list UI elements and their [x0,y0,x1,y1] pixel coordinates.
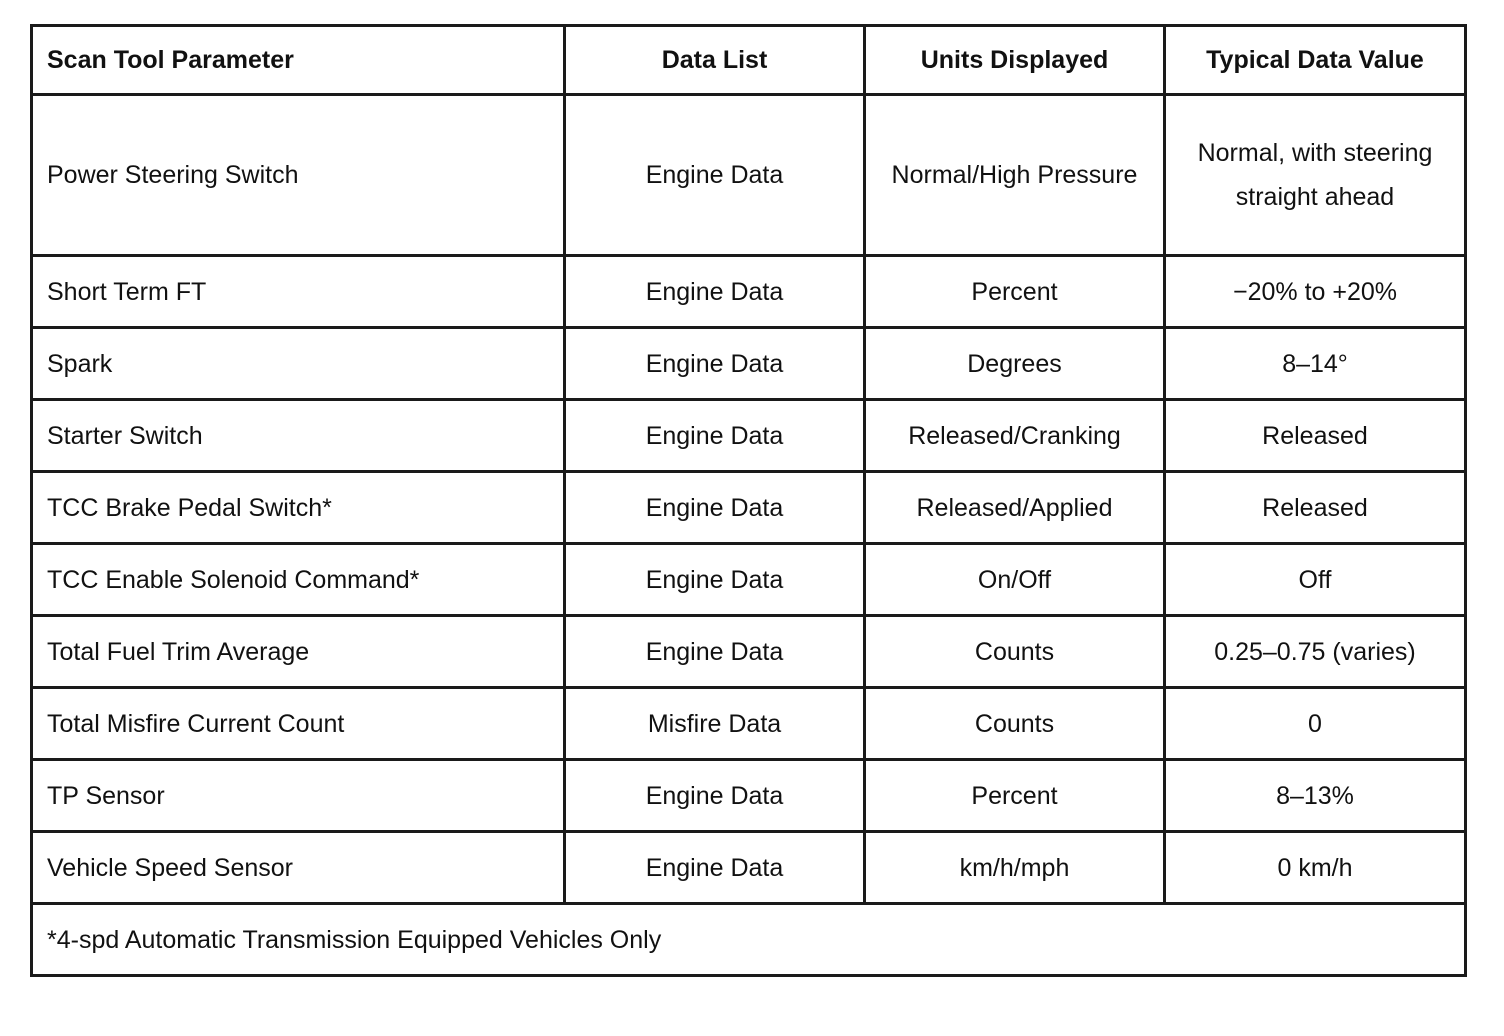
cell-units: Counts [865,688,1165,760]
cell-data-list: Engine Data [565,760,865,832]
cell-parameter: Power Steering Switch [32,95,565,256]
table-row [32,832,1466,904]
header-data-list: Data List [565,26,865,95]
cell-data-list: Engine Data [565,616,865,688]
header-scan-tool-parameter: Scan Tool Parameter [32,26,565,95]
cell-units: Percent [865,760,1165,832]
scan-tool-data-table [30,24,1467,977]
cell-units: km/h/mph [865,832,1165,904]
table-row [32,328,1466,400]
cell-units: On/Off [865,544,1165,616]
cell-data-list: Engine Data [565,472,865,544]
footnote: *4-spd Automatic Transmission Equipped Vehicles Only [32,904,1466,976]
table-row [32,760,1466,832]
table-body [32,95,1466,976]
cell-typical-value: Released [1165,400,1466,472]
cell-parameter: TCC Enable Solenoid Command* [32,544,565,616]
cell-parameter: TCC Brake Pedal Switch* [32,472,565,544]
cell-typical-value: 8–14° [1165,328,1466,400]
cell-data-list: Misfire Data [565,688,865,760]
cell-data-list: Engine Data [565,400,865,472]
cell-data-list: Engine Data [565,256,865,328]
table-row [32,472,1466,544]
cell-units: Degrees [865,328,1165,400]
cell-typical-value: 8–13% [1165,760,1466,832]
cell-typical-value: −20% to +20% [1165,256,1466,328]
cell-typical-value: Released [1165,472,1466,544]
table-row [32,400,1466,472]
cell-parameter: Short Term FT [32,256,565,328]
cell-typical-value: Off [1165,544,1466,616]
table-row [32,544,1466,616]
cell-typical-value: 0 km/h [1165,832,1466,904]
table-header [32,26,1466,95]
footnote-row [32,904,1466,976]
cell-data-list: Engine Data [565,544,865,616]
cell-typical-value: 0.25–0.75 (varies) [1165,616,1466,688]
cell-units: Released/Applied [865,472,1165,544]
cell-data-list: Engine Data [565,832,865,904]
header-row [32,26,1466,95]
cell-typical-value: 0 [1165,688,1466,760]
cell-data-list: Engine Data [565,328,865,400]
cell-parameter: Vehicle Speed Sensor [32,832,565,904]
cell-parameter: Total Misfire Current Count [32,688,565,760]
cell-units: Released/Cranking [865,400,1165,472]
cell-units: Percent [865,256,1165,328]
cell-parameter: Spark [32,328,565,400]
cell-units: Counts [865,616,1165,688]
header-units-displayed: Units Displayed [865,26,1165,95]
cell-units: Normal/High Pressure [865,95,1165,256]
table-row [32,688,1466,760]
table-row [32,616,1466,688]
cell-typical-value: Normal, with steering straight ahead [1165,95,1466,256]
table-row [32,256,1466,328]
cell-data-list: Engine Data [565,95,865,256]
cell-parameter: Starter Switch [32,400,565,472]
table-row [32,95,1466,256]
cell-parameter: TP Sensor [32,760,565,832]
header-typical-data-value: Typical Data Value [1165,26,1466,95]
cell-parameter: Total Fuel Trim Average [32,616,565,688]
